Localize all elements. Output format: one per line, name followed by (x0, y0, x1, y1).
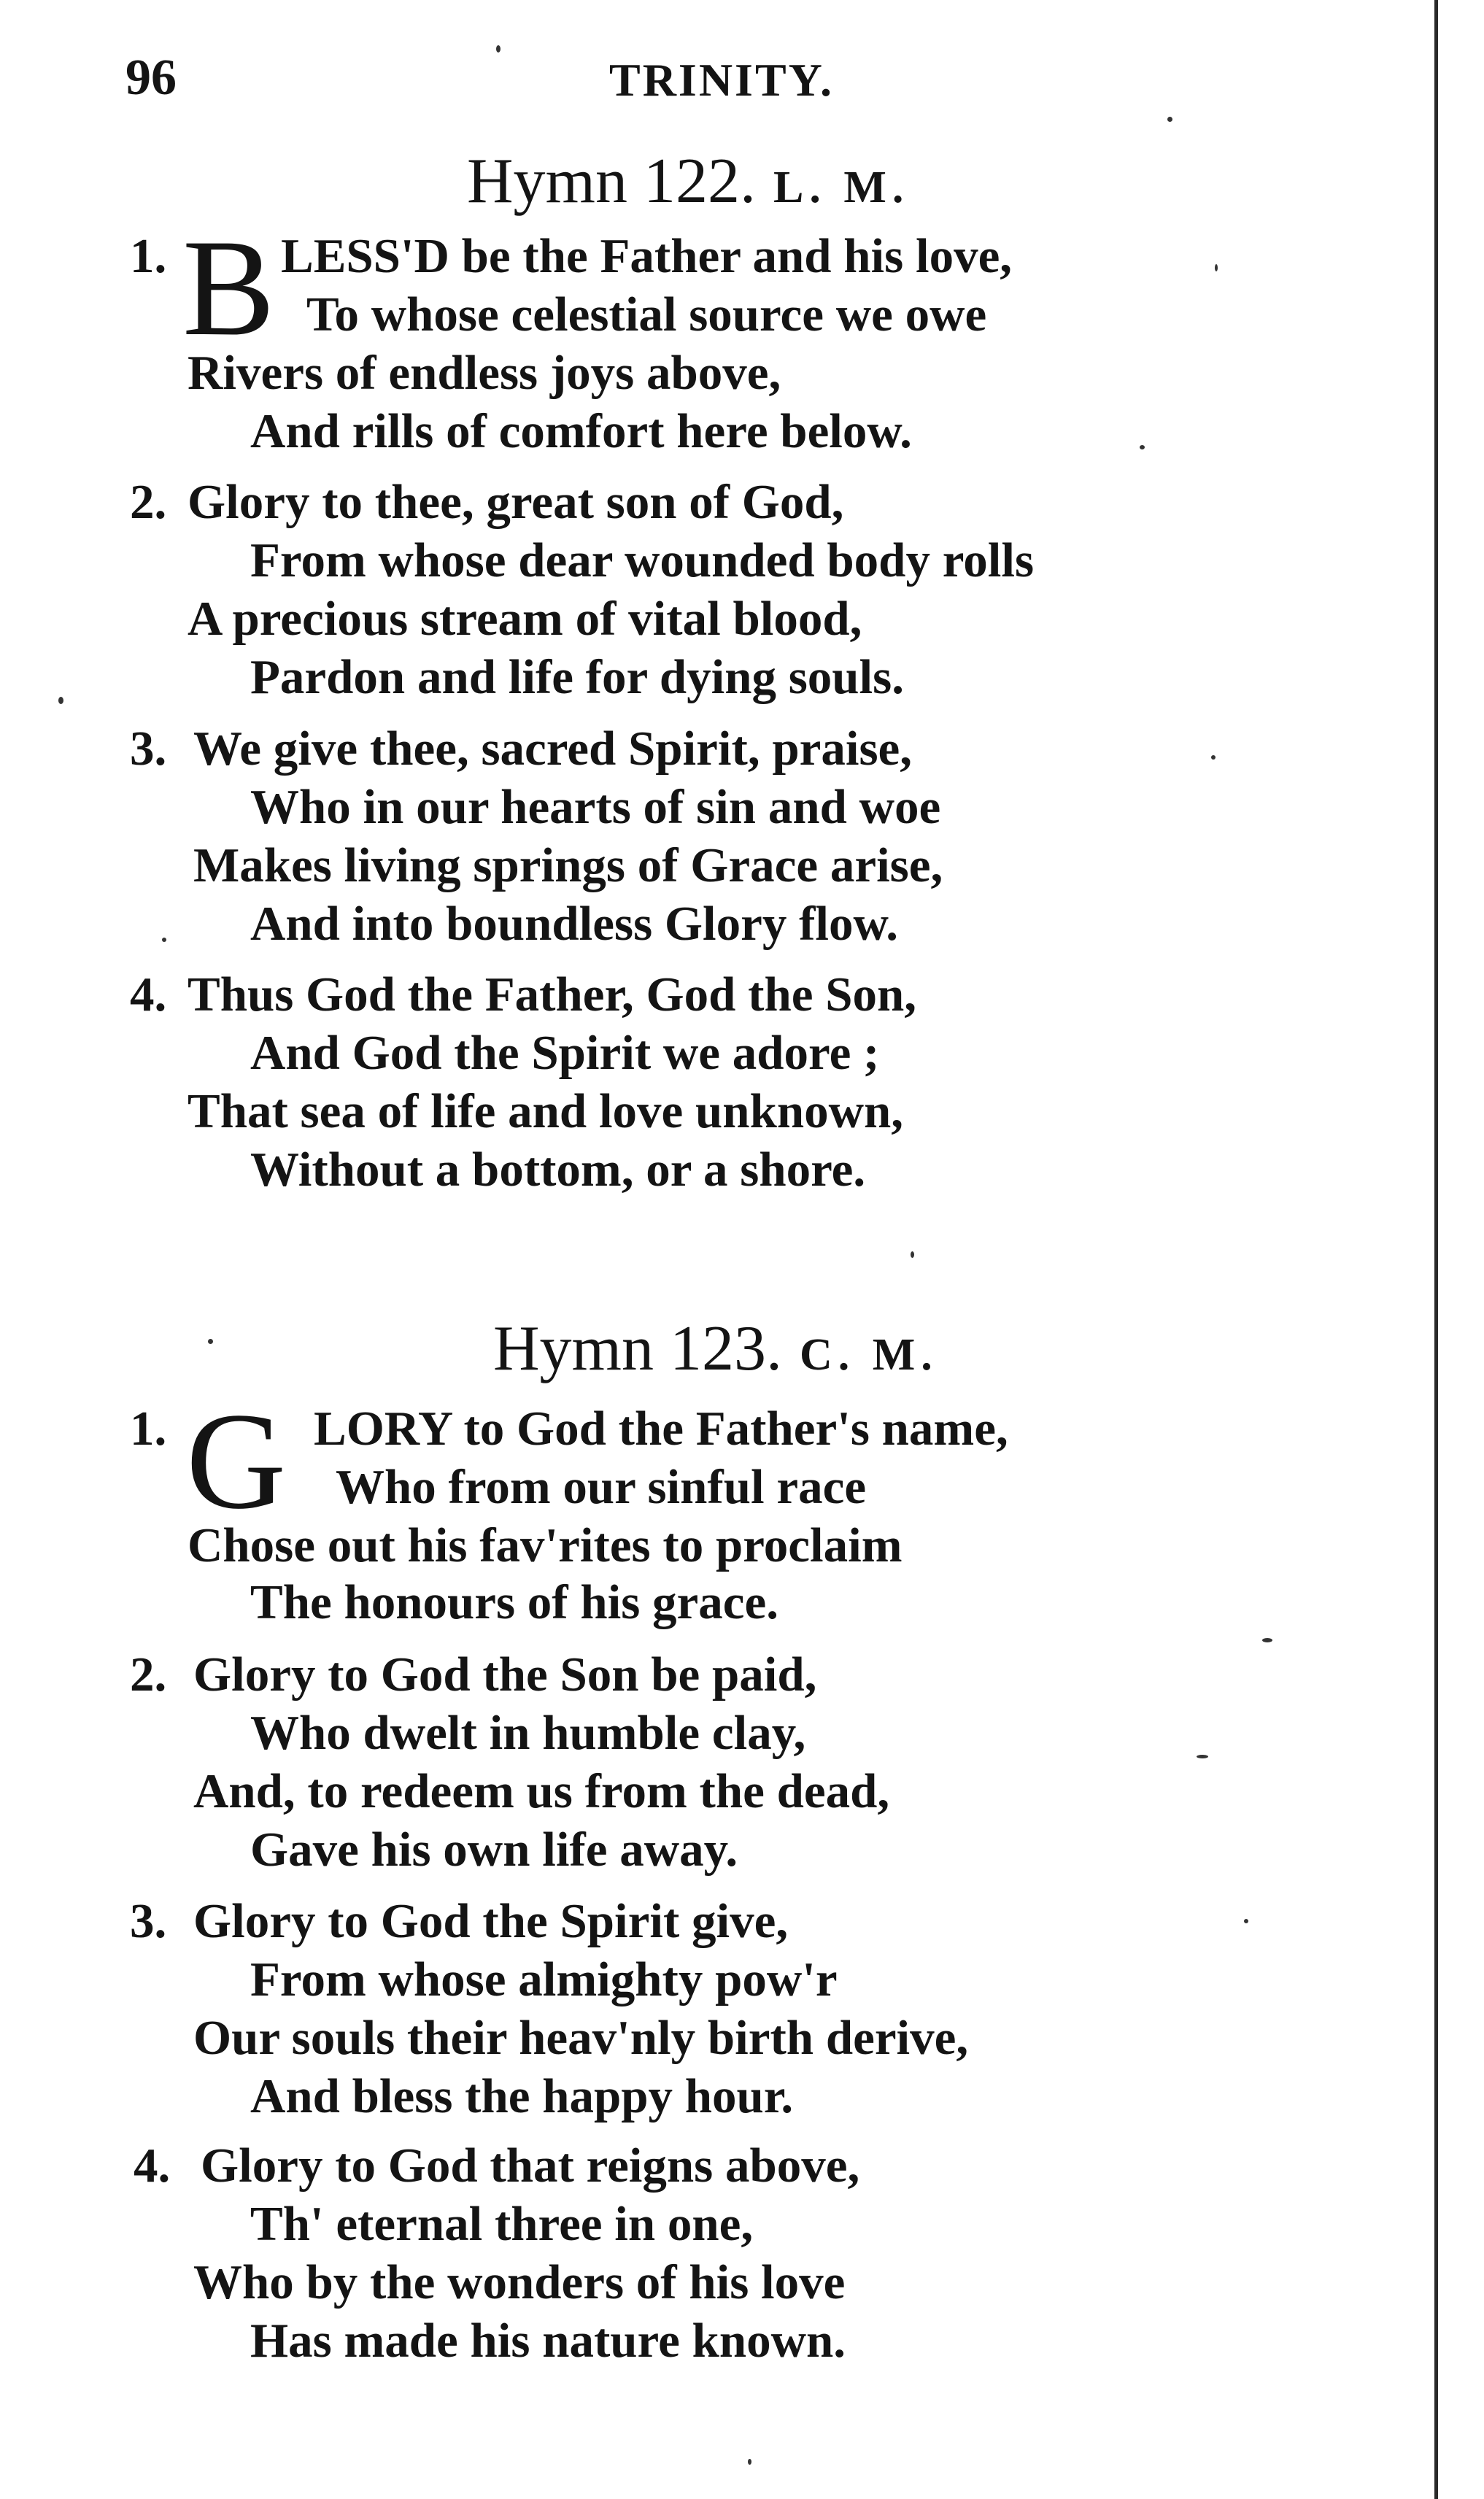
verse-line: Who from our sinful race (336, 1460, 867, 1514)
verse-line: And God the Spirit we adore ; (250, 1026, 880, 1080)
scan-speck (162, 938, 166, 942)
verse-line: We give thee, sacred Spirit, praise, (193, 722, 913, 776)
scan-speck (911, 1251, 914, 1258)
verse-line: And bless the happy hour. (250, 2069, 794, 2123)
verse-line: And into boundless Glory flow. (250, 897, 898, 951)
verse-number: 1. (130, 1402, 167, 1456)
verse-line: That sea of life and love unknown, (188, 1084, 903, 1138)
verse-line: Th' eternal three in one, (250, 2197, 754, 2251)
verse-line: Without a bottom, or a shore. (250, 1143, 866, 1197)
verse-line: Who in our hearts of sin and woe (250, 780, 941, 834)
scan-speck (208, 1339, 213, 1344)
verse-number: 3. (130, 722, 167, 776)
drop-cap: B (182, 212, 275, 365)
scan-speck (496, 45, 501, 53)
verse-line: And rills of comfort here below. (250, 404, 912, 458)
verse-line: Glory to God that reigns above, (201, 2139, 860, 2193)
page-number: 96 (125, 50, 177, 106)
scan-speck (1215, 264, 1218, 271)
verse-line: Pardon and life for dying souls. (250, 650, 904, 704)
verse-number: 2. (130, 1648, 167, 1702)
verse-number: 2. (130, 475, 167, 529)
scan-speck (1262, 1638, 1272, 1642)
hymn-123-title (493, 1313, 938, 1384)
verse-line: Who dwelt in humble clay, (250, 1706, 806, 1760)
verse-line: LORY to God the Father's name, (314, 1402, 1008, 1456)
verse-line: Has made his nature known. (250, 2314, 846, 2368)
verse-line: Our souls their heav'nly birth derive, (193, 2011, 969, 2065)
scan-speck (1167, 117, 1172, 122)
scan-speck (1197, 1755, 1208, 1758)
verse-line: A precious stream of vital blood, (188, 592, 862, 646)
verse-line: From whose dear wounded body rolls (250, 533, 1035, 587)
hymn-123-meter: C. M. (800, 1330, 938, 1380)
verse-line: To whose celestial source we owe (306, 287, 987, 341)
verse-line: Glory to God the Son be paid, (193, 1648, 817, 1702)
verse-number: 4. (130, 967, 167, 1021)
verse-line: The honours of his grace. (250, 1575, 779, 1629)
scan-speck (1211, 755, 1216, 760)
drop-cap: G (186, 1385, 287, 1538)
hymn-123-number: Hymn 123. (493, 1313, 782, 1384)
scan-speck (748, 2459, 751, 2465)
hymn-122-title (467, 146, 910, 217)
verse-line: LESS'D be the Father and his love, (281, 229, 1013, 283)
verse-line: Thus God the Father, God the Son, (188, 967, 917, 1021)
verse-line: Gave his own life away. (250, 1823, 738, 1877)
scan-speck (1244, 1919, 1248, 1923)
verse-number: 3. (130, 1894, 167, 1948)
page-edge-rule (1434, 0, 1438, 2499)
verse-line: From whose almighty pow'r (250, 1953, 838, 2006)
verse-number: 1. (130, 229, 167, 283)
verse-line: Who by the wonders of his love (193, 2255, 846, 2309)
scan-speck (1140, 445, 1145, 449)
verse-line: Glory to thee, great son of God, (188, 475, 844, 529)
scan-speck (58, 697, 63, 704)
verse-line: Chose out his fav'rites to proclaim (188, 1518, 903, 1572)
verse-line: And, to redeem us from the dead, (193, 1764, 890, 1818)
verse-number: 4. (134, 2139, 171, 2193)
hymn-122-meter: L. M. (773, 163, 910, 212)
running-head: TRINITY. (609, 54, 834, 106)
hymn-122-number: Hymn 122. (467, 146, 756, 217)
verse-line: Glory to God the Spirit give, (193, 1894, 789, 1948)
verse-line: Makes living springs of Grace arise, (193, 838, 943, 892)
verse-line: Rivers of endless joys above, (188, 346, 781, 400)
